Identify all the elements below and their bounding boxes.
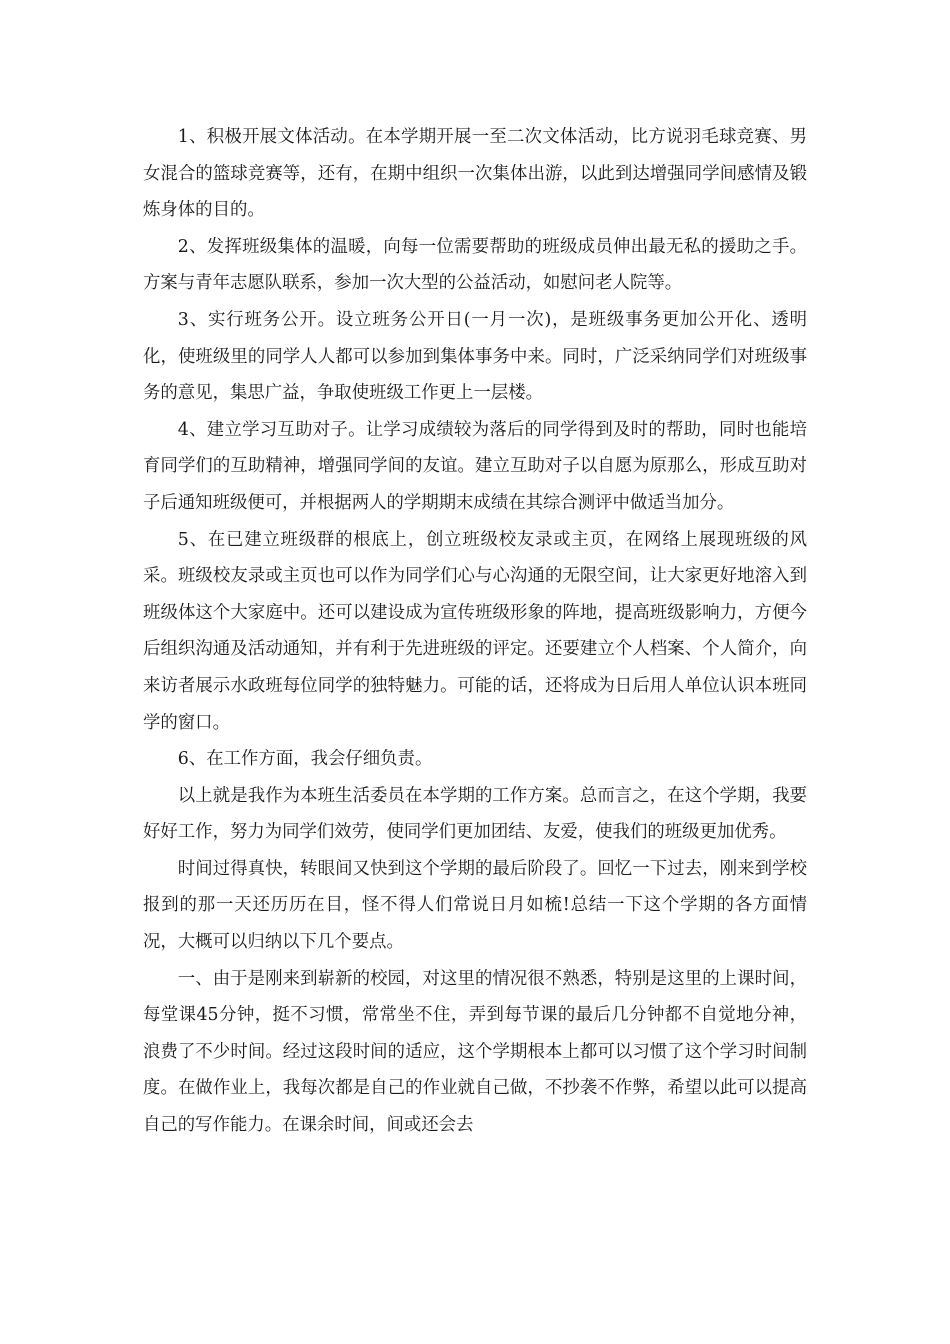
paragraph-work-attitude: 6、在工作方面，我会仔细负责。 [177,749,433,770]
paragraph-activities: 1、积极开展文体活动。在本学期开展一至二次文体活动，比方说羽毛球竞赛、男女混合的篮球竞赛等，还有，在期中组织一次集体出游，以此到达增强同学间感情及锻炼身体的目的。 [143,127,807,221]
paragraph-point-one: 一、由于是刚来到崭新的校园，对这里的情况很不熟悉，特别是这里的上课时间，每堂课45分钟，挺不习惯，常常坐不住，弄到每节课的最后几分钟都不自觉地分神，浪费了不少时间。经过这段时间的适应，这个学期根本上都可以习惯了这个学习时间制度。在做作业上，我每次都是自己的作业就自己做，不抄袭不作弊，希望以此可以提高自己的写作能力。在课余时间，间或还会去 [143,968,807,1136]
paragraph-helping-hand: 2、发挥班级集体的温暖，向每一位需要帮助的班级成员伸出最无私的援助之手。方案与青年志愿队联系，参加一次大型的公益活动，如慰问老人院等。 [143,236,807,294]
paragraph-time-flies: 时间过得真快，转眼间又快到这个学期的最后阶段了。回忆一下过去，刚来到学校报到的那一天还历历在目，怪不得人们常说日月如梳!总结一下这个学期的各方面情况，大概可以归纳以下几个要点。 [143,858,807,953]
paragraph-alumni-page: 5、在已建立班级群的根底上，创立班级校友录或主页，在网络上展现班级的风采。班级校友录或主页也可以作为同学们心与心沟通的无限空间，让大家更好地溶入到班级体这个大家庭中。还可以建设成为宣传班级形象的阵地，提高班级影响力，方便今后组织沟通及活动通知，并有利于先进班级的评定。还要建立个人档案、个人简介，向来访者展示水政班每位同学的独特魅力。可能的话，还将成为日后用人单位认识本班同学的窗口。 [143,529,807,733]
paragraph-plan-summary: 以上就是我作为本班生活委员在本学期的工作方案。总而言之，在这个学期，我要好好工作，努力为同学们效劳，使同学们更加团结、友爱，使我们的班级更加优秀。 [143,785,807,843]
paragraph-study-pairs: 4、建立学习互助对子。让学习成绩较为落后的同学得到及时的帮助，同时也能培育同学们的互助精神，增强同学间的友谊。建立互助对子以自愿为原那么，形成互助对子后通知班级便可，并根据两人的学期期末成绩在其综合测评中做适当加分。 [143,419,807,513]
paragraph-open-affairs: 3、实行班务公开。设立班务公开日(一月一次)，是班级事务更加公开化、透明化，使班级里的同学人人都可以参加到集体事务中来。同时，广泛采纳同学们对班级事务的意见，集思广益，争取使班级工作更上一层楼。 [143,309,807,404]
document-body [143,119,807,1144]
